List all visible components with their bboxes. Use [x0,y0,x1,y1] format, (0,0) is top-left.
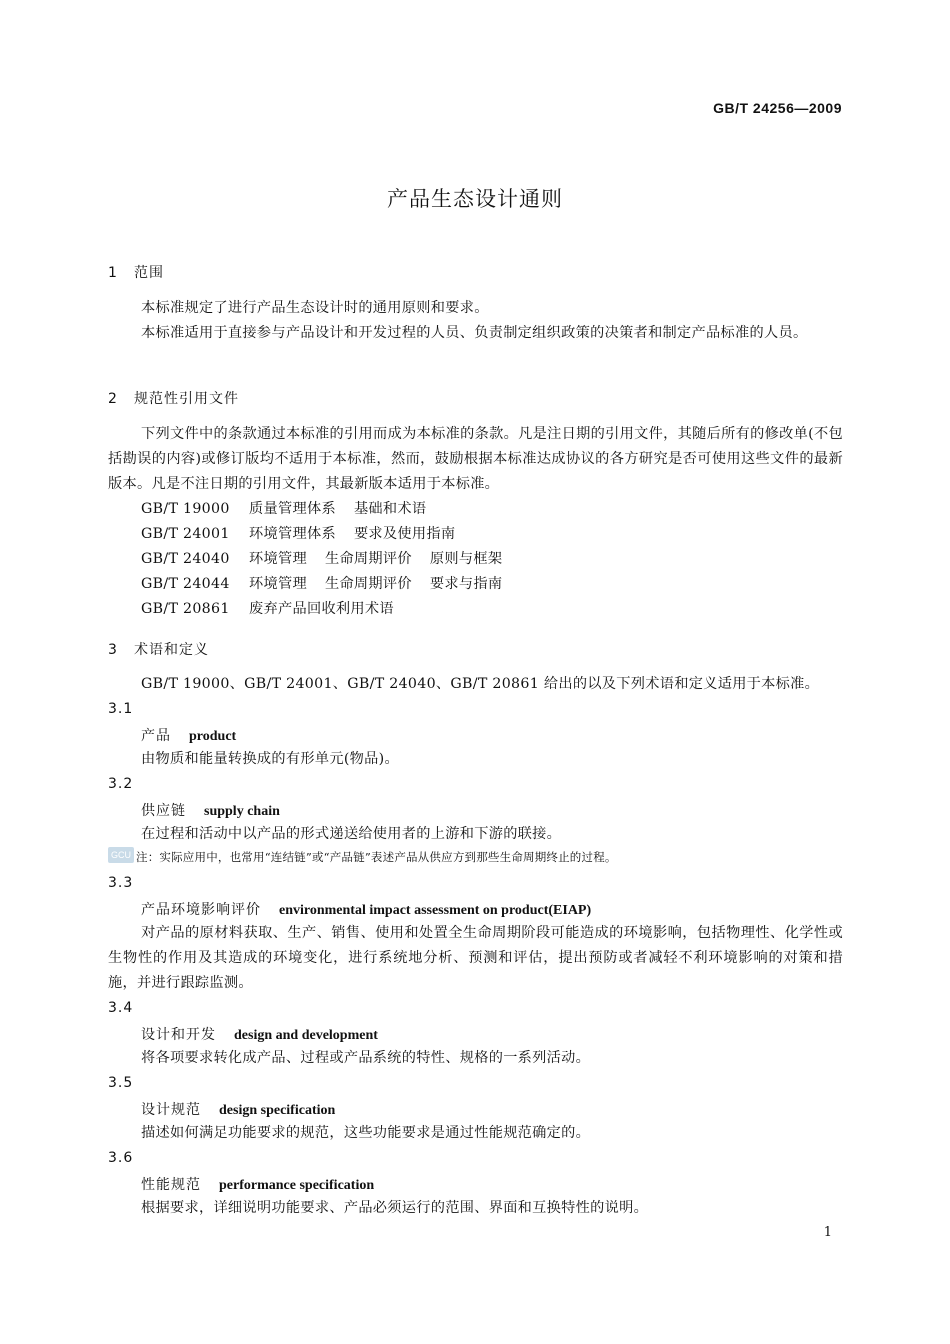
section-1-para-1 [108,296,843,321]
term-number: 3.5 [108,1075,134,1091]
section-number: 2 [108,391,118,407]
document-title: 产品生态设计通则 [387,187,563,211]
term-heading [141,800,280,820]
paragraph-text: 本标准规定了进行产品生态设计时的通用原则和要求。 [141,300,489,316]
page-number: 1 [823,1225,832,1240]
reference-title-part: 原则与框架 [429,551,503,567]
section-2-heading [108,388,239,408]
term-number: 3.4 [108,1000,134,1016]
term-chinese: 产品 [141,728,171,744]
term-heading [141,1024,378,1044]
normative-reference [141,597,394,622]
term-chinese: 设计和开发 [141,1027,216,1043]
term-chinese: 供应链 [141,803,186,819]
term-heading [141,899,591,919]
paragraph-text: 下列文件中的条款通过本标准的引用而成为本标准的条款。凡是注日期的引用文件，其随后所有的修改单(不包括勘误的内容)或修订版均不适用于本标准，然而，鼓励根据本标准达成协议的各方研究是否可使用这些文件的最新版本。凡是不注日期的引用文件，其最新版本适用于本标准。 [108,426,843,492]
term-heading [141,1174,374,1194]
section-number: 3 [108,642,118,658]
term-number: 3.1 [108,701,134,717]
normative-reference [141,497,426,522]
term-heading [141,1099,335,1119]
reference-title-part: 要求与指南 [429,576,503,592]
paragraph-text: 对产品的原材料获取、生产、销售、使用和处置全生命周期阶段可能造成的环境影响，包括物理性、化学性或生物性的作用及其造成的环境变化，进行系统地分析、预测和评估，提出预防或者减轻不利环境影响的对策和措施，并进行跟踪监测。 [108,925,843,991]
reference-title-part: 质量管理体系 [249,501,336,517]
term-chinese: 设计规范 [141,1102,201,1118]
term-definition: 根据要求，详细说明功能要求、产品必须运行的范围、界面和互换特性的说明。 [141,1200,649,1216]
term-heading [141,725,236,745]
reference-title-part: 基础和术语 [353,501,427,517]
section-number: 1 [108,265,118,281]
term-chinese: 性能规范 [141,1177,201,1193]
term-number: 3.2 [108,776,134,792]
reference-title-part: 环境管理体系 [249,526,336,542]
normative-reference [141,572,502,597]
term-english: supply chain [204,804,280,819]
term-definition: 由物质和能量转换成的有形单元(物品)。 [141,751,399,767]
term-english: design and development [234,1028,378,1043]
reference-code: GB/T 24040 [141,551,230,567]
section-3-heading [108,639,209,659]
reference-code: GB/T 24001 [141,526,230,542]
reference-title-part: 环境管理 [249,551,307,567]
section-1-para-2 [108,321,843,346]
term-number: 3.3 [108,875,134,891]
section-1-heading [108,262,164,282]
term-english: design specification [219,1103,336,1118]
normative-reference [141,547,502,572]
reference-title-part: 要求及使用指南 [353,526,456,542]
term-number: 3.6 [108,1150,134,1166]
section-2-para [108,422,843,497]
term-english: performance specification [219,1178,375,1193]
reference-code: GB/T 19000 [141,501,230,517]
term-chinese: 产品环境影响评价 [141,902,261,918]
term-definition: 描述如何满足功能要求的规范，这些功能要求是通过性能规范确定的。 [141,1125,591,1141]
section-title: 规范性引用文件 [134,391,239,407]
term-note: 注：实际应用中，也常用“连结链”或“产品链”表述产品从供应方到那些生命周期终止的过程。 [136,850,617,864]
reference-title-part: 废弃产品回收利用术语 [249,601,394,617]
term-definition: 在过程和活动中以产品的形式递送给使用者的上游和下游的联接。 [141,826,562,842]
section-title: 范围 [134,265,164,281]
reference-title-part: 生命周期评价 [324,576,412,592]
term-definition: 将各项要求转化成产品、过程或产品系统的特性、规格的一系列活动。 [141,1050,591,1066]
watermark-logo: GCU [108,847,134,863]
reference-title-part: 生命周期评价 [324,551,412,567]
term-english: environmental impact assessment on product(EIAP) [279,903,592,918]
reference-code: GB/T 20861 [141,601,230,617]
standard-code: GB/T 24256—2009 [713,100,842,116]
term-english: product [189,729,237,744]
section-3-intro: GB/T 19000、GB/T 24001、GB/T 24040、GB/T 20861 给出的以及下列术语和定义适用于本标准。 [141,676,820,692]
term-definition [108,921,843,996]
reference-title-part: 环境管理 [249,576,307,592]
reference-code: GB/T 24044 [141,576,230,592]
normative-reference [141,522,455,547]
paragraph-text: 本标准适用于直接参与产品设计和开发过程的人员、负责制定组织政策的决策者和制定产品标准的人员。 [141,325,808,341]
section-title: 术语和定义 [134,642,209,658]
